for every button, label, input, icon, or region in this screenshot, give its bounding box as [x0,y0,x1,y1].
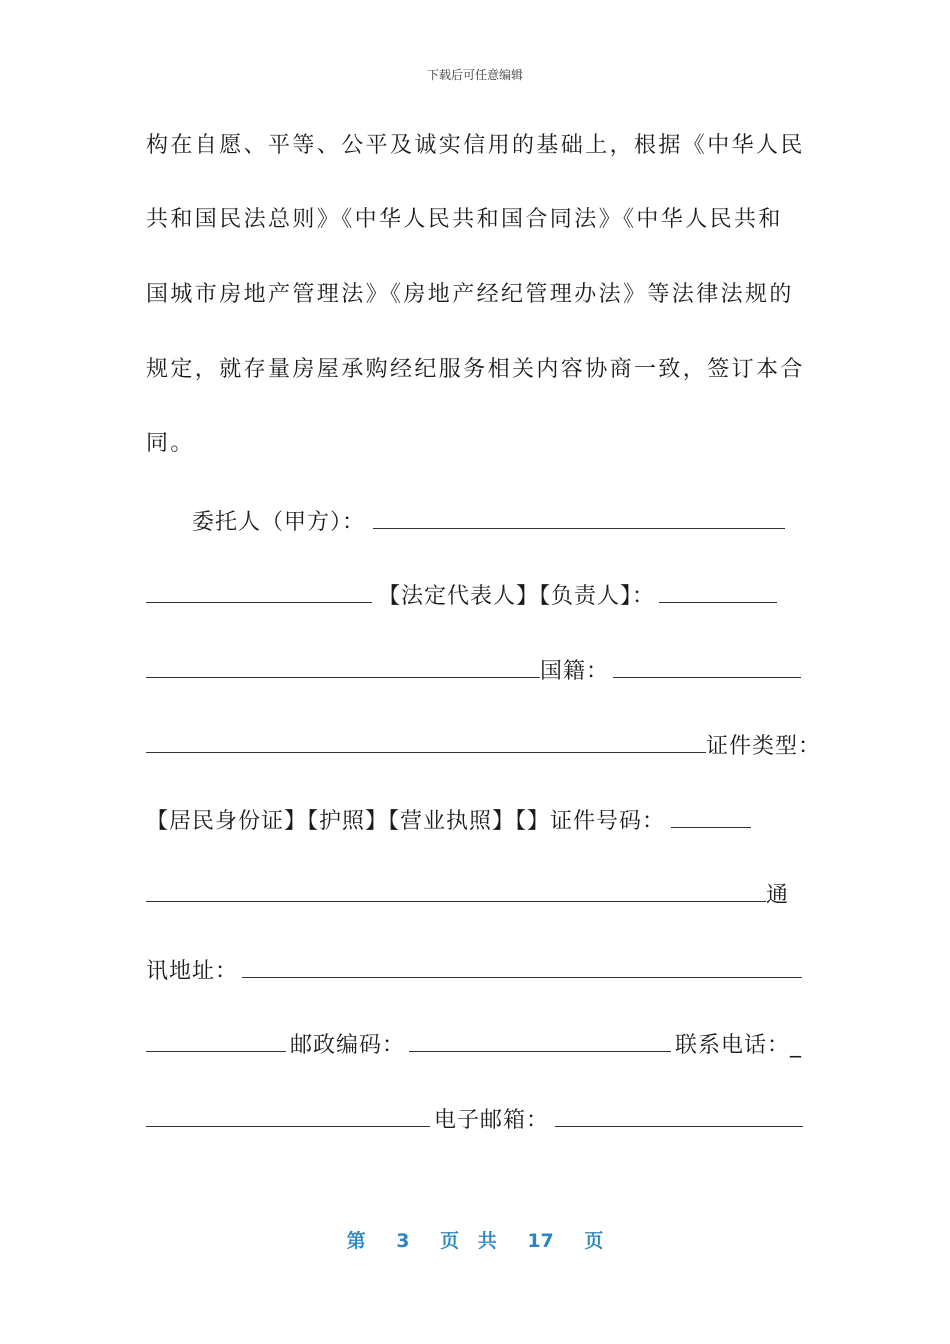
address-label-start: 通 [766,883,790,908]
client-name-blank[interactable] [373,504,785,529]
phone-label: 联系电话： [675,1033,791,1058]
body-line-3: 国城市房地产管理法》《房地产经纪管理办法》等法律法规的 [146,282,794,307]
client-row [146,504,806,536]
address-blank-cont[interactable] [146,1027,286,1052]
client-label: 委托人（甲方）： [192,510,366,535]
id-type-row [146,728,836,760]
id-type-label: 证件类型： [706,734,822,759]
page-end: 页 [584,1230,604,1252]
client-name-blank-cont[interactable] [146,578,372,603]
body-line-1: 构在自愿、平等、公平及诚实信用的基础上，根据《中华人民 [146,133,805,158]
address-label-end: 讯地址： [146,959,239,984]
id-number-row [146,803,806,835]
page-mid: 页 共 [440,1230,497,1252]
email-blank[interactable] [555,1102,803,1127]
nationality-row [146,653,806,685]
id-number-blank[interactable] [671,803,751,828]
id-number-blank-cont[interactable] [146,877,766,902]
body-line-4: 规定，就存量房屋承购经纪服务相关内容协商一致，签订本合 [146,357,805,382]
body-line-5: 同。 [146,431,195,456]
email-row [146,1102,806,1134]
id-options-label: 【居民身份证】【护照】【营业执照】【】证件号码： [146,809,666,834]
nationality-blank-cont[interactable] [146,728,706,753]
page-indicator [0,1226,950,1253]
email-label: 电子邮箱： [434,1108,550,1133]
postcode-label: 邮政编码： [290,1033,406,1058]
legal-rep-blank[interactable] [659,578,777,603]
id-number-cont-row [146,877,806,909]
legal-rep-label: 【法定代表人】【负责人】： [378,584,656,609]
body-line-2: 共和国民法总则》《中华人民共和国合同法》《中华人民共和 [146,207,783,232]
nationality-blank[interactable] [613,653,801,678]
postcode-phone-row [146,1027,806,1059]
address-blank[interactable] [242,953,802,978]
page-header-note: 下载后可任意编辑 [426,68,523,82]
phone-blank-start[interactable]: _ [790,1033,803,1058]
legal-rep-row [146,578,806,610]
address-row [146,953,806,985]
legal-rep-blank-cont[interactable] [146,653,540,678]
page-current: 3 [396,1230,410,1252]
page-total: 17 [527,1230,554,1252]
phone-blank-cont[interactable] [146,1102,430,1127]
nationality-label: 国籍： [540,659,610,684]
postcode-blank[interactable] [409,1027,671,1052]
page-word: 第 [346,1230,366,1252]
